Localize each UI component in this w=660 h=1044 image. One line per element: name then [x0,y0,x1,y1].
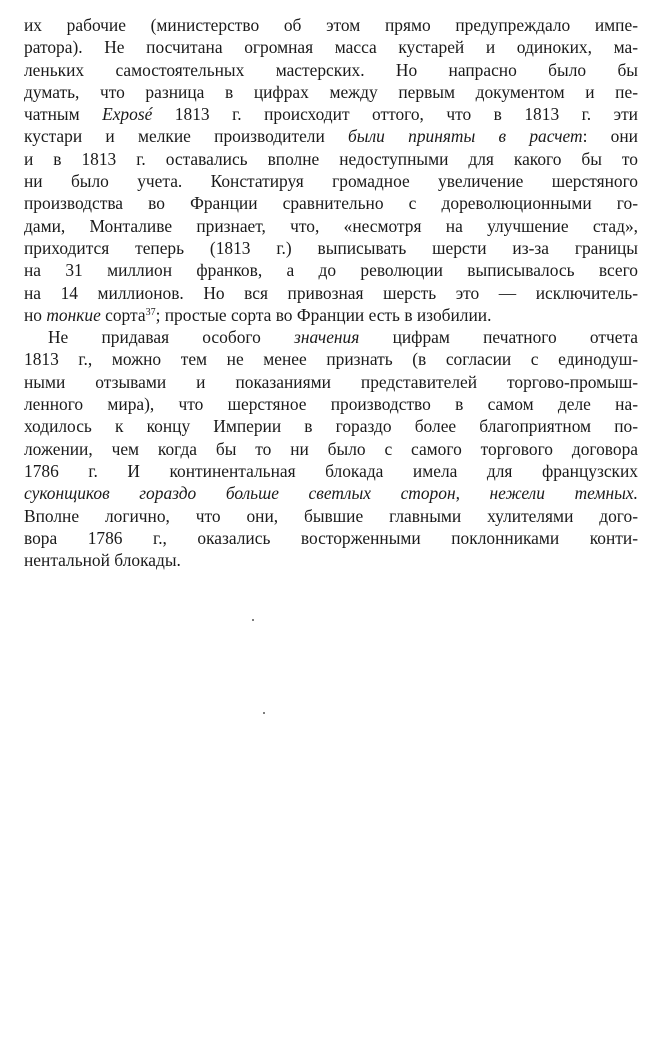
text-line: Вполне логично, что они, бывшие главными хулителями дого- [24,505,638,526]
text-line: их рабочие (министерство об этом прямо предупреждало импе- [24,15,638,35]
text-line [24,304,638,326]
text-run: 1813 г. происходит оттого, что в 1813 г. эти [152,104,638,125]
text-line: леньких самостоятельных мастерских. Но напрасно было бы [24,59,638,80]
text-line: производства во Франции сравнительно с дореволюционными го- [24,193,638,214]
text-line: на 14 миллионов. Но вся привозная шерсть это — исключитель- [24,282,638,303]
text-line: дами, Монталиве признает, что, «несмотря на улучшение стад», [24,215,638,236]
text-line: 1786 г. И континентальная блокада имела для французских [24,460,638,481]
scan-speck [252,619,254,621]
text-line: ни было учета. Констатируя громадное увеличение шерстяного [24,171,638,192]
italic-term: значения [294,327,360,348]
text-run: чатным [24,104,103,125]
paragraph-1 [24,14,638,326]
text-line: думать, что разница в цифрах между первым документом и пе- [24,81,638,102]
text-run: : они [582,126,638,147]
text-run: ; простые сорта во Франции есть в изобилии. [155,304,492,325]
text-run: цифрам печатного отчета [359,327,638,348]
text-line: и в 1813 г. оставались вполне недоступными для какого бы то [24,148,638,169]
text-line: ложении, чем когда бы то ни было с самого торгового договора [24,438,638,459]
text-line [24,326,638,348]
text-line: вора 1786 г., оказались восторженными поклонниками конти- [24,527,638,548]
text-line: на 31 миллион франков, а до революции выписывалось всего [24,260,638,281]
italic-term: Exposé [102,104,153,125]
footnote-ref[interactable]: 37 [145,306,156,318]
text-line: ленного мира), что шерстяное производство в самом деле на- [24,394,638,415]
text-run: сорта [100,304,146,325]
text-run: но [24,304,47,325]
text-line [24,103,638,125]
text-line: 1813 г., можно тем не менее признать (в согласии с единодуш- [24,349,638,370]
scan-speck [263,712,265,714]
text-run: кустари и мелкие производители [24,126,349,147]
italic-term: тонкие [46,304,101,325]
text-line: ными отзывами и показаниями представителей торгово-промыш- [24,371,638,392]
italic-line: суконщиков гораздо больше светлых сторон, нежели темных. [24,483,638,504]
paragraph-2 [24,326,638,571]
text-line: ратора). Не посчитана огромная масса кустарей и одиноких, ма- [24,37,638,58]
italic-phrase: были приняты в расчет [348,126,583,147]
page-text [24,14,638,571]
text-line: нентальной блокады. [24,550,181,571]
text-run: Не придавая особого [48,327,295,348]
text-line: приходится теперь (1813 г.) выписывать шерсти из-за границы [24,237,638,258]
text-line [24,125,638,147]
text-line: ходилось к концу Империи в гораздо более благоприятном по- [24,416,638,437]
